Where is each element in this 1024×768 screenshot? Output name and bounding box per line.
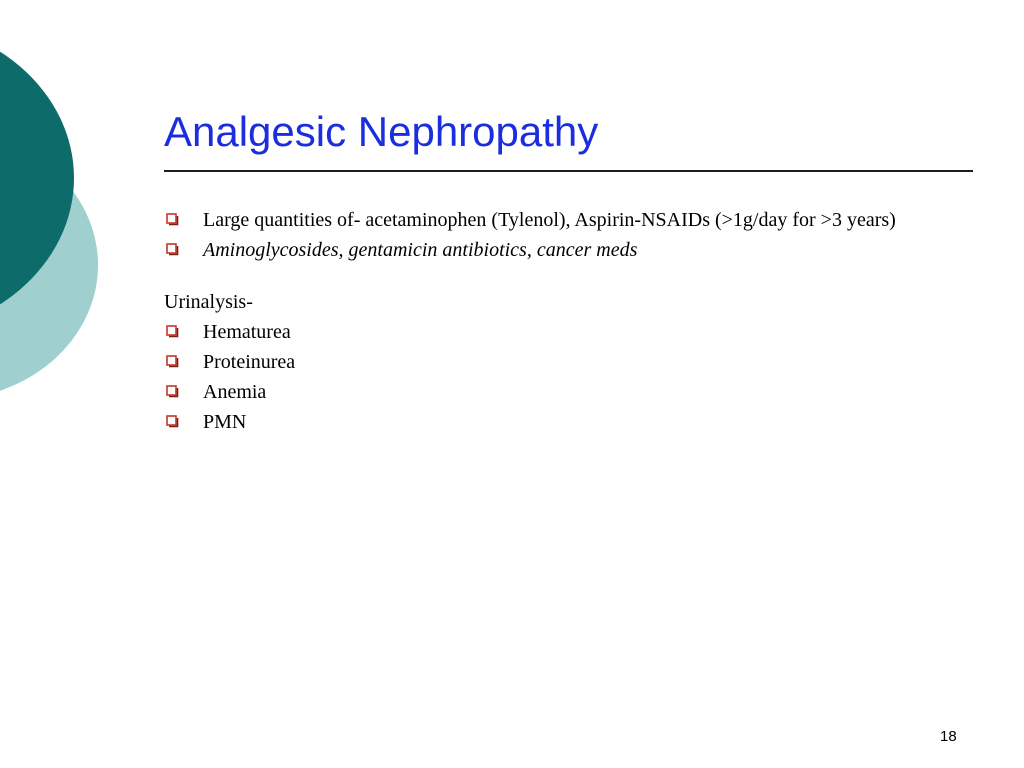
urinalysis-bullet-list <box>164 319 964 435</box>
page-number: 18 <box>940 728 957 745</box>
list-item <box>164 237 964 263</box>
hollow-square-bullet-icon <box>166 355 179 368</box>
bullet-text: Anemia <box>203 381 267 403</box>
bullet-text: Hematurea <box>203 321 291 343</box>
hollow-square-bullet-icon <box>166 325 179 338</box>
hollow-square-bullet-icon <box>166 243 179 256</box>
hollow-square-bullet-icon <box>166 213 179 226</box>
bullet-text: Aminoglycosides, gentamicin antibiotics, cancer meds <box>203 239 638 261</box>
bullet-text: Large quantities of- acetaminophen (Tylenol), Aspirin-NSAIDs (>1g/day for >3 years) <box>203 209 896 231</box>
bullet-text: Proteinurea <box>203 351 296 373</box>
list-item <box>164 349 964 375</box>
urinalysis-heading: Urinalysis- <box>164 291 253 313</box>
top-bullet-list <box>164 207 964 263</box>
list-item <box>164 207 964 233</box>
slide-content <box>164 207 964 439</box>
list-item <box>164 409 964 435</box>
bullet-text: PMN <box>203 411 247 433</box>
list-item <box>164 379 964 405</box>
hollow-square-bullet-icon <box>166 385 179 398</box>
title-divider <box>164 170 973 172</box>
list-item <box>164 319 964 345</box>
slide-title: Analgesic Nephropathy <box>164 108 599 155</box>
hollow-square-bullet-icon <box>166 415 179 428</box>
